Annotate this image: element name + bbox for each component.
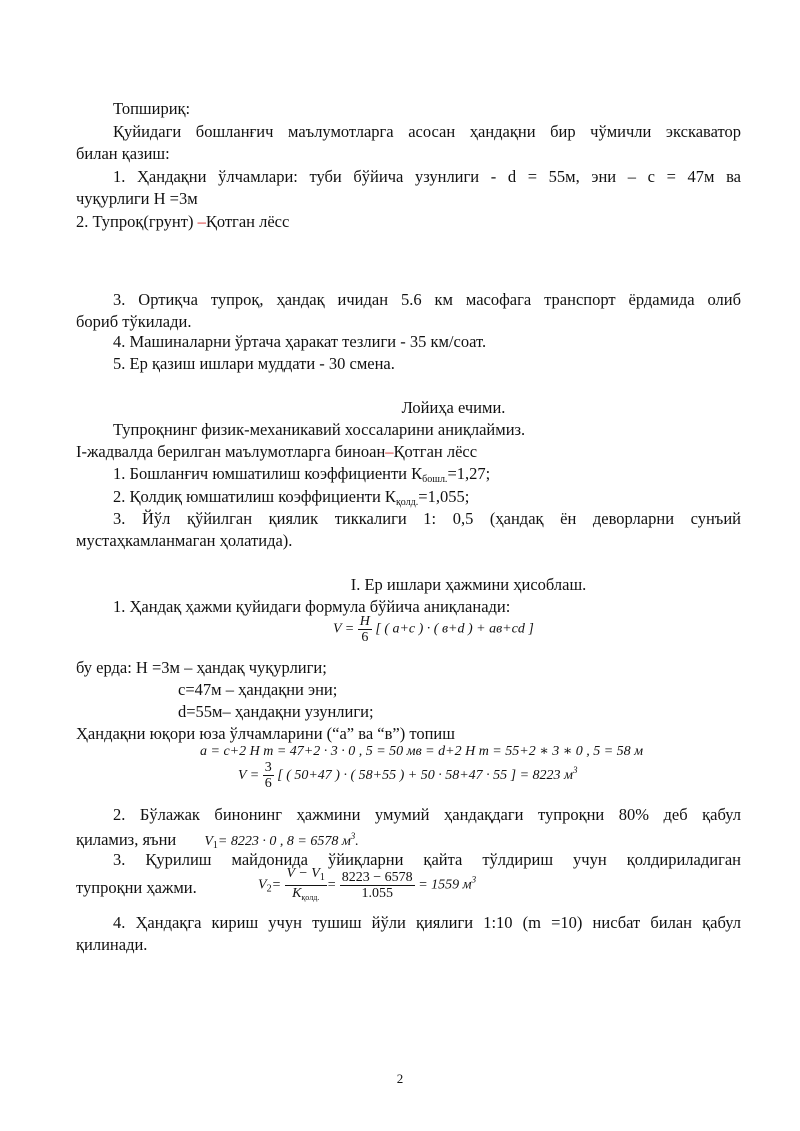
task-item2-dash: – <box>197 212 206 231</box>
solution-intro: Тупроқнинг физик-механикавий хоссаларини аниқлаймиз. <box>113 420 526 439</box>
formula-volume-denominator: 6 <box>361 630 369 645</box>
section1-step4-line2: қилинади. <box>76 935 148 954</box>
backfill-num1-text: V − V <box>286 866 320 881</box>
where-depth: бу ерда: Н =3м – ҳандақ чуқурлиги; <box>76 658 327 677</box>
coef1-text: 1. Бошланғич юмшатилиш коэффициенти К <box>113 464 423 483</box>
task-item2 <box>76 211 741 232</box>
solution-table-ref <box>76 441 741 462</box>
section1-step2-line1: 2. Бўлажак бинонинг ҳажмини умумий ҳандақдаги тупроқни 80% деб қабул <box>113 805 741 824</box>
solution-slope-line2: мустаҳкамланмаган ҳолатида). <box>76 531 293 550</box>
formula-calc-rhs: [ ( 50+47 ) · ( 58+55 ) + 50 · 58+47 · 55 ] = 8223 м <box>277 768 573 783</box>
task-item5: 5. Ер қазиш ишлари муддати - 30 смена. <box>113 354 395 373</box>
find-top-dimensions: Ҳандақни юқори юза ўлчамларини (“а” ва “в”) топиш <box>76 724 455 743</box>
task-item3-line2: бориб тўкилади. <box>76 312 192 331</box>
coef2-sub: қолд. <box>395 497 419 508</box>
section1-step1: 1. Ҳандақ ҳажми қуйидаги формула бўйича аниқланади: <box>113 597 511 616</box>
formula-top-dimensions: a = c+2 H m = 47+2 · 3 · 0 , 5 = 50 мв = d+2 H m = 55+2 ∗ 3 ∗ 0 , 5 = 58 м <box>200 744 644 759</box>
backfill-result-sup: 3 <box>471 874 477 885</box>
backfill-lhs: V <box>258 877 267 893</box>
formula-calc-sup: 3 <box>572 765 578 775</box>
table-ref-dash: – <box>385 442 394 461</box>
formula-volume-fraction <box>358 614 372 645</box>
section1-step3-line2: тупроқни ҳажми. <box>76 878 197 897</box>
solution-heading: Лойиҳа ечими. <box>401 398 506 417</box>
task-item4: 4. Машиналарни ўртача ҳаракат тезлиги - 35 км/соат. <box>113 332 487 351</box>
backfill-result: = 1559 м <box>418 877 472 893</box>
solution-slope-line1: 3. Йўл қўйилган қиялик тиккалиги 1: 0,5 (ҳандақ ён деворларни сунъий <box>113 509 741 528</box>
formula-volume-calc <box>238 760 638 791</box>
task-item3-line1: 3. Ортиқча тупроқ, ҳандақ ичидан 5.6 км масофага транспорт ёрдамида олиб <box>113 290 741 309</box>
backfill-fraction2 <box>340 870 415 901</box>
task-item2-value: Қотган лёсс <box>205 212 290 231</box>
task-intro-line1: Қуйидаги бошланғич маълумотларга асосан ҳандақни бир чўмичли экскаватор <box>113 122 741 141</box>
backfill-num2: 8223 − 6578 <box>341 870 413 885</box>
formula-volume-numerator: H <box>359 614 370 629</box>
formula-calc-denominator: 6 <box>264 776 272 792</box>
coef2-text: 2. Қолдиқ юмшатилиш коэффициенти К <box>113 487 396 506</box>
table-ref-value: Қотган лёсс <box>393 442 478 461</box>
task-item1-line1: 1. Ҳандақни ўлчамлари: туби бўйича узунлиги - d = 55м, эни – с = 47м ва <box>113 167 741 186</box>
coef2-value: =1,055; <box>418 487 470 506</box>
backfill-den1 <box>285 886 327 905</box>
building-volume-end: . <box>355 834 359 849</box>
backfill-lhs-sub: 2 <box>266 883 272 895</box>
formula-volume-lhs: V = <box>333 621 355 637</box>
section1-heading: I. Ер ишлари ҳажмини ҳисоблаш. <box>350 575 587 594</box>
building-volume-rest: = 8223 · 0 , 8 = 6578 м <box>217 834 351 849</box>
backfill-den1-text: K <box>292 886 302 901</box>
formula-backfill: $V_2=$ $\frac{V - V_1}{K_{қолд.}}$ = $\frac{8223 - 6578}{1.055}$ = 1559 $м^3$ <box>258 866 558 905</box>
backfill-num1 <box>285 866 327 886</box>
backfill-num1-sub: 1 <box>319 872 325 883</box>
building-volume-sub: 1 <box>212 840 218 851</box>
task-item1-line2: чуқурлиги Н =3м <box>76 189 198 208</box>
task-item2-prefix: 2. Тупроқ(грунт) <box>76 212 198 231</box>
page-number: 2 <box>396 1071 404 1086</box>
where-width: с=47м – ҳандақни эни; <box>178 680 338 699</box>
task-title: Топшириқ: <box>113 99 191 118</box>
building-volume-sup: 3 <box>350 831 356 841</box>
formula-volume-rhs: [ ( a+c ) · ( в+d ) + aв+cd ] <box>375 621 534 637</box>
backfill-den1-sub: қолд. <box>301 893 320 902</box>
formula-calc-lhs: V = <box>238 768 260 783</box>
task-intro-line2: билан қазиш: <box>76 144 170 163</box>
coef1-sub: бошл. <box>422 474 448 485</box>
table-ref-prefix: I-жадвалда берилган маълумотларга биноан <box>76 442 386 461</box>
section1-step3-line1: 3. Қурилиш майдонида ўйиқларни қайта тўлдириш учун қолдириладиган <box>113 850 741 869</box>
formula-calc-fraction <box>263 760 274 791</box>
building-volume-var: V <box>204 834 213 849</box>
coef1-value: =1,27; <box>447 464 491 483</box>
step2-text: қиламиз, яъни <box>76 830 177 849</box>
section1-step4-line1: 4. Ҳандақга кириш учун тушиш йўли қиялиги 1:10 (m =10) нисбат билан қабул <box>113 913 741 932</box>
formula-calc-numerator: 3 <box>264 760 272 776</box>
formula-volume <box>333 614 633 645</box>
formula-building-volume <box>204 831 359 851</box>
backfill-den2: 1.055 <box>361 886 393 901</box>
where-length: d=55м– ҳандақни узунлиги; <box>178 702 374 721</box>
backfill-fraction1 <box>285 866 327 905</box>
